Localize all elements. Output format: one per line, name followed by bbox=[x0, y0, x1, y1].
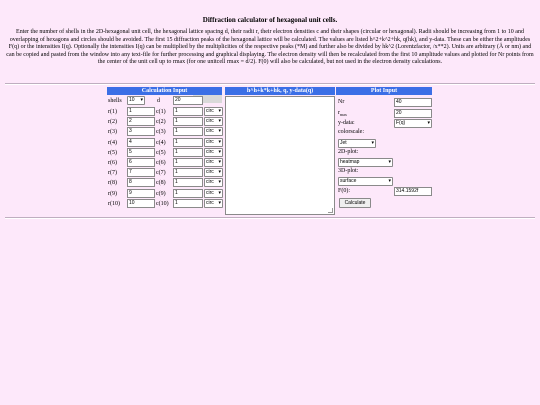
r-label: r(4) bbox=[108, 139, 117, 146]
chevron-down-icon: ▾ bbox=[218, 128, 221, 135]
c-input[interactable]: 1 bbox=[173, 158, 203, 167]
shells-label: shells bbox=[108, 98, 122, 104]
shape-select[interactable] bbox=[204, 117, 223, 126]
f0-label: F(0): bbox=[338, 188, 350, 194]
c-label: c(8) bbox=[156, 180, 166, 187]
chevron-down-icon: ▾ bbox=[218, 199, 221, 206]
ydata-label: y-data: bbox=[338, 120, 355, 126]
output-textarea[interactable] bbox=[225, 96, 335, 215]
r-input[interactable]: 3 bbox=[127, 127, 155, 136]
plot3d-label: 3D-plot: bbox=[338, 168, 359, 174]
f0-output[interactable]: 314.1592f bbox=[394, 187, 432, 196]
r-label: r(2) bbox=[108, 119, 117, 126]
r-label: r(6) bbox=[108, 160, 117, 166]
shape-select-value: circ bbox=[206, 189, 214, 196]
chevron-down-icon: ▾ bbox=[218, 159, 221, 165]
c-label: c(2) bbox=[156, 119, 166, 126]
shape-select[interactable] bbox=[204, 158, 223, 167]
c-input[interactable]: 1 bbox=[173, 178, 203, 187]
r-label: r(5) bbox=[108, 149, 117, 156]
shape-select[interactable] bbox=[204, 148, 223, 157]
r-input[interactable]: 8 bbox=[127, 178, 155, 187]
calculation-input-header: Calculation Input bbox=[107, 87, 222, 95]
c-label: c(9) bbox=[156, 190, 166, 197]
shape-select[interactable] bbox=[204, 168, 223, 177]
r-input[interactable]: 6 bbox=[127, 158, 155, 167]
c-input[interactable]: 1 bbox=[173, 117, 203, 126]
c-label: c(10) bbox=[156, 200, 169, 207]
chevron-down-icon: ▾ bbox=[218, 189, 221, 196]
shape-select-value: circ bbox=[206, 148, 214, 155]
chevron-down-icon: ▾ bbox=[218, 108, 221, 114]
chevron-down-icon: ▾ bbox=[427, 120, 430, 126]
shape-select-value: circ bbox=[206, 159, 214, 165]
calculation-input-body bbox=[107, 95, 222, 213]
ydata-select-value: F(q) bbox=[396, 120, 406, 126]
shape-select[interactable] bbox=[204, 199, 223, 208]
r-input[interactable]: 7 bbox=[127, 168, 155, 177]
chevron-down-icon: ▾ bbox=[140, 97, 143, 103]
divider-bottom bbox=[5, 217, 535, 219]
chevron-down-icon: ▾ bbox=[218, 148, 221, 155]
chevron-down-icon: ▾ bbox=[388, 159, 391, 165]
c-label: c(5) bbox=[156, 149, 166, 156]
chevron-down-icon: ▾ bbox=[218, 179, 221, 186]
nr-input[interactable]: 40 bbox=[394, 98, 432, 107]
r-input[interactable]: 9 bbox=[127, 189, 155, 198]
output-header: h^h+k*k+hk, q, y-data(q) bbox=[225, 87, 335, 95]
r-input[interactable]: 2 bbox=[127, 117, 155, 126]
page-title: Diffraction calculator of hexagonal unit cells. bbox=[202, 16, 338, 24]
d-input[interactable]: 20 bbox=[173, 96, 203, 105]
calculation-input-panel bbox=[107, 87, 222, 213]
colorscale-select-value: Jet bbox=[340, 140, 347, 146]
shape-select[interactable] bbox=[204, 189, 223, 198]
rmax-label bbox=[338, 110, 347, 117]
plot2d-select[interactable] bbox=[338, 158, 393, 167]
d-label: d bbox=[157, 98, 160, 104]
c-input[interactable]: 1 bbox=[173, 189, 203, 198]
shape-select[interactable] bbox=[204, 138, 223, 147]
divider-top bbox=[5, 83, 535, 85]
plot-input-panel bbox=[336, 87, 432, 213]
plot-input-body bbox=[336, 95, 432, 213]
r-label: r(1) bbox=[108, 109, 117, 115]
output-panel bbox=[225, 87, 335, 95]
c-input[interactable]: 1 bbox=[173, 107, 203, 116]
shape-select[interactable] bbox=[204, 127, 223, 136]
resize-grip-icon[interactable] bbox=[328, 208, 333, 213]
c-label: c(6) bbox=[156, 160, 166, 166]
ydata-select[interactable] bbox=[394, 119, 432, 128]
c-label: c(1) bbox=[156, 109, 166, 115]
r-label: r(8) bbox=[108, 180, 117, 187]
calculate-button[interactable]: Calculate bbox=[339, 198, 371, 208]
chevron-down-icon: ▾ bbox=[218, 118, 221, 125]
rmax-label-sub: max bbox=[340, 112, 347, 118]
rmax-label-main: r bbox=[338, 110, 340, 116]
plot3d-select-value: surface bbox=[340, 178, 357, 184]
shape-select-value: circ bbox=[206, 179, 214, 186]
shape-select-value: circ bbox=[206, 108, 214, 114]
shape-select-value: circ bbox=[206, 138, 214, 145]
r-label: r(7) bbox=[108, 170, 117, 177]
r-label: r(10) bbox=[108, 200, 120, 207]
plot2d-select-value: heatmap bbox=[340, 159, 360, 165]
shells-select-value: 10 bbox=[129, 97, 135, 103]
plot3d-select[interactable] bbox=[338, 177, 393, 186]
intro-text: Enter the number of shells in the 2D-hexagonal unit cell, the hexagonal lattice spacing d, their radii r, their electron densities c and their shapes (circular or hexagonal). Radii should be increasing from 1 to 10 and overlapping of hexagons and circles should be avoided. The first 15 diffraction peaks of the hexagonal lattice will be calculated. The values are listed h^2+k^2+hk, q(hk), and y-data. These can be either the amplitudes F(q) or the intensities I(q). Optionally the intensities I(q) can be multiplied by the multiplicities of the respective peaks (*M) and further also be divided by hk^2 (Lorentzfactor, /x**2). Units are arbitrary (Å or nm) and can be copied and pasted from the window into any text-file for further processing and graphical displaying. The electron density will then be recalculated from the first 10 amplitude values and plotted for Nr points from the center of the unit cell up to rmax (for one unitcell rmax = d/2). F(0) will also be calculated, but not used in the electron density calculations. bbox=[6, 29, 534, 65]
r-input[interactable]: 5 bbox=[127, 148, 155, 157]
chevron-down-icon: ▾ bbox=[371, 140, 374, 146]
c-input[interactable]: 1 bbox=[173, 127, 203, 136]
colorscale-label: colorscale: bbox=[338, 129, 364, 135]
c-label: c(7) bbox=[156, 170, 166, 177]
r-input[interactable]: 4 bbox=[127, 138, 155, 147]
r-input[interactable]: 1 bbox=[127, 107, 155, 116]
nr-label: Nr bbox=[338, 99, 345, 105]
c-label: c(4) bbox=[156, 139, 166, 146]
shape-select-value: circ bbox=[206, 118, 214, 125]
r-input[interactable]: 10 bbox=[127, 199, 155, 208]
c-input[interactable]: 1 bbox=[173, 168, 203, 177]
c-input[interactable]: 1 bbox=[173, 148, 203, 157]
r-label: r(3) bbox=[108, 129, 117, 136]
shape-select[interactable] bbox=[204, 178, 223, 187]
shape-select-value: circ bbox=[206, 199, 214, 206]
chevron-down-icon: ▾ bbox=[218, 169, 221, 176]
shape-select[interactable] bbox=[204, 107, 223, 116]
rmax-input[interactable]: 20 bbox=[394, 109, 432, 118]
chevron-down-icon: ▾ bbox=[218, 138, 221, 145]
c-input[interactable]: 1 bbox=[173, 199, 203, 208]
plot-input-header: Plot Input bbox=[336, 87, 432, 95]
shape-select-value: circ bbox=[206, 169, 214, 176]
chevron-down-icon: ▾ bbox=[388, 178, 391, 184]
shells-select[interactable] bbox=[127, 96, 145, 105]
c-input[interactable]: 1 bbox=[173, 138, 203, 147]
c-label: c(3) bbox=[156, 129, 166, 136]
plot2d-label: 2D-plot: bbox=[338, 149, 359, 155]
shape-select-value: circ bbox=[206, 128, 214, 135]
colorscale-select[interactable] bbox=[338, 139, 376, 148]
r-label: r(9) bbox=[108, 190, 117, 197]
